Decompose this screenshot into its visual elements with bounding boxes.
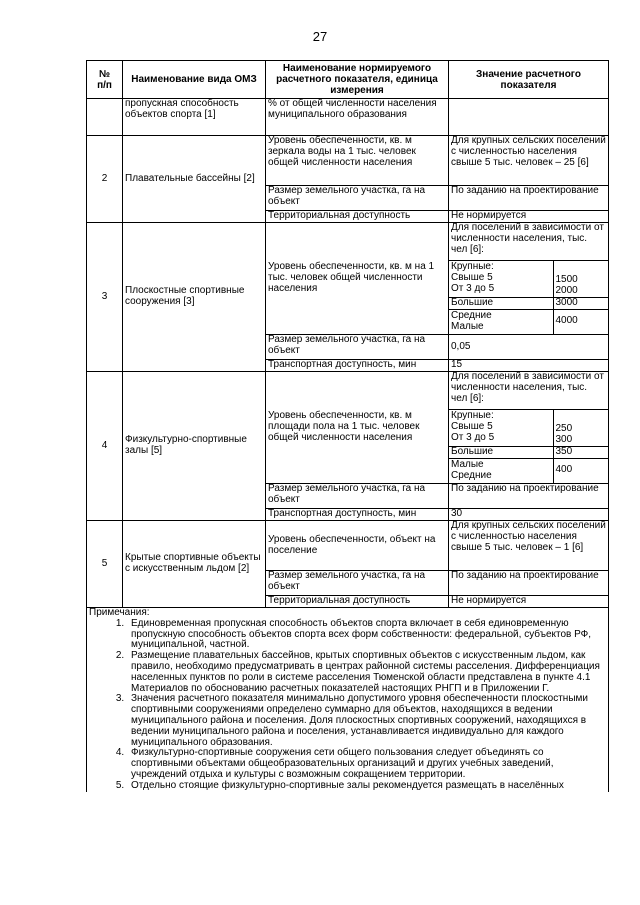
- cell-value-split: [449, 223, 609, 335]
- subvalue-value: 350: [553, 446, 608, 458]
- cell-value: По заданию на проектирование: [449, 484, 609, 509]
- notes-row: [87, 608, 609, 792]
- subvalue-table: [449, 372, 608, 483]
- cell-indicator: Транспортная доступность, мин: [266, 509, 449, 521]
- note-item: 3. Значения расчетного показателя минимально допустимого уровня обеспеченности плоскостными спортивными сооружениями определено суммарно для объектов, находящихся в ведении муниципального района и поселения. Доля плоскостных спортивных сооружений, находящихся в ведении муниципального района и поселения, устанавливается индивидуально для каждого муниципального образования.: [127, 694, 606, 748]
- subvalue-value: 3000: [553, 297, 608, 309]
- header-indicator: Наименование нормируемого расчетного показателя, единица измерения: [266, 61, 449, 99]
- subvalue-value: 4000: [553, 309, 608, 334]
- subvalue-value: 400: [553, 458, 608, 483]
- cell-type: Плоскостные спортивные сооружения [3]: [123, 223, 266, 372]
- cell-value: Не нормируется: [449, 211, 609, 223]
- cell-value: Для крупных сельских поселений с численностью населения свыше 5 тыс. человек – 25 [6]: [449, 136, 609, 186]
- cell-value: Не нормируется: [449, 596, 609, 608]
- cell-indicator: Размер земельного участка, га на объект: [266, 571, 449, 596]
- cell-indicator: Размер земельного участка, га на объект: [266, 484, 449, 509]
- cell-type: Физкультурно-спортивные залы [5]: [123, 372, 266, 521]
- cell-indicator: Размер земельного участка, га на объект: [266, 335, 449, 360]
- page-number: 27: [312, 29, 328, 44]
- cell-value-split: [449, 372, 609, 484]
- cell-indicator: % от общей численности населения муниципального образования: [266, 99, 449, 136]
- note-item: 2. Размещение плавательных бассейнов, крытых спортивных объектов с искусственным льдом, как правило, необходимо предусматривать в центрах районной системы расселения. Дифференциация населенных пунктов по роли в системе расселения Тюменской области представлена в пункте 4.1 Материалов по обоснованию расчетных показателей настоящих РНГП и в Приложении Г.: [127, 651, 606, 694]
- cell-num: 5: [87, 521, 123, 608]
- subvalue-label: Малые Средние: [449, 458, 553, 483]
- subvalue-label: Большие: [449, 297, 553, 309]
- table-row: [87, 223, 609, 335]
- subvalue-head: Для поселений в зависимости от численности населения, тыс. чел [6]:: [451, 371, 604, 404]
- norms-table: [86, 60, 609, 792]
- cell-value: 30: [449, 509, 609, 521]
- subvalue-label: Большие: [449, 446, 553, 458]
- table-row: [87, 372, 609, 484]
- notes-title: Примечания:: [89, 607, 150, 618]
- subvalue-label: Крупные: Свыше 5 От 3 до 5: [449, 260, 553, 297]
- cell-indicator: Уровень обеспеченности, кв. м площади пола на 1 тыс. человек общей численности населения: [266, 372, 449, 484]
- cell-indicator: Территориальная доступность: [266, 211, 449, 223]
- subvalue-head: Для поселений в зависимости от численности населения, тыс. чел [6]:: [451, 222, 604, 255]
- notes-cell: [87, 608, 609, 792]
- table-row: [87, 99, 609, 136]
- subvalue-value: 1500 2000: [553, 260, 608, 297]
- table-header-row: [87, 61, 609, 99]
- cell-value: 15: [449, 360, 609, 372]
- cell-indicator: Транспортная доступность, мин: [266, 360, 449, 372]
- cell-num: [87, 99, 123, 136]
- subvalue-label: Средние Малые: [449, 309, 553, 334]
- cell-value: По заданию на проектирование: [449, 186, 609, 211]
- note-item: 4. Физкультурно-спортивные сооружения сети общего пользования следует объединять со спортивными объектами общеобразовательных организаций и других учебных заведений, учреждений отдыха и культуры с возможным сокращением территории.: [127, 748, 606, 780]
- cell-num: 2: [87, 136, 123, 223]
- cell-indicator: Уровень обеспеченности, объект на поселение: [266, 521, 449, 571]
- cell-indicator: Уровень обеспеченности, кв. м на 1 тыс. человек общей численности населения: [266, 223, 449, 335]
- note-item: 5. Отдельно стоящие физкультурно-спортивные залы рекомендуется размещать в населённых: [127, 781, 606, 792]
- note-item: 1. Единовременная пропускная способность объектов спорта включает в себя единовременную пропускную способность объектов спорта всех форм собственности: федеральной, субъектов РФ, муниципальной, частной.: [127, 619, 606, 651]
- subvalue-value: 250 300: [553, 409, 608, 446]
- cell-type: пропускная способность объектов спорта [1]: [123, 99, 266, 136]
- cell-value: Для крупных сельских поселений с численностью населения свыше 5 тыс. человек – 1 [6]: [449, 521, 609, 571]
- cell-value: 0,05: [449, 335, 609, 360]
- table-row: [87, 521, 609, 571]
- cell-type: Плавательные бассейны [2]: [123, 136, 266, 223]
- cell-indicator: Территориальная доступность: [266, 596, 449, 608]
- cell-indicator: Уровень обеспеченности, кв. м зеркала воды на 1 тыс. человек общей численности населения: [266, 136, 449, 186]
- cell-type: Крытые спортивные объекты с искусственным льдом [2]: [123, 521, 266, 608]
- cell-value: По заданию на проектирование: [449, 571, 609, 596]
- cell-num: 3: [87, 223, 123, 372]
- cell-indicator: Размер земельного участка, га на объект: [266, 186, 449, 211]
- header-num: № п/п: [87, 61, 123, 99]
- cell-num: 4: [87, 372, 123, 521]
- header-value: Значение расчетного показателя: [449, 61, 609, 99]
- cell-value: [449, 99, 609, 136]
- notes-list: [89, 619, 606, 792]
- subvalue-table: [449, 223, 608, 334]
- header-type: Наименование вида ОМЗ: [123, 61, 266, 99]
- table-row: [87, 136, 609, 186]
- subvalue-label: Крупные: Свыше 5 От 3 до 5: [449, 409, 553, 446]
